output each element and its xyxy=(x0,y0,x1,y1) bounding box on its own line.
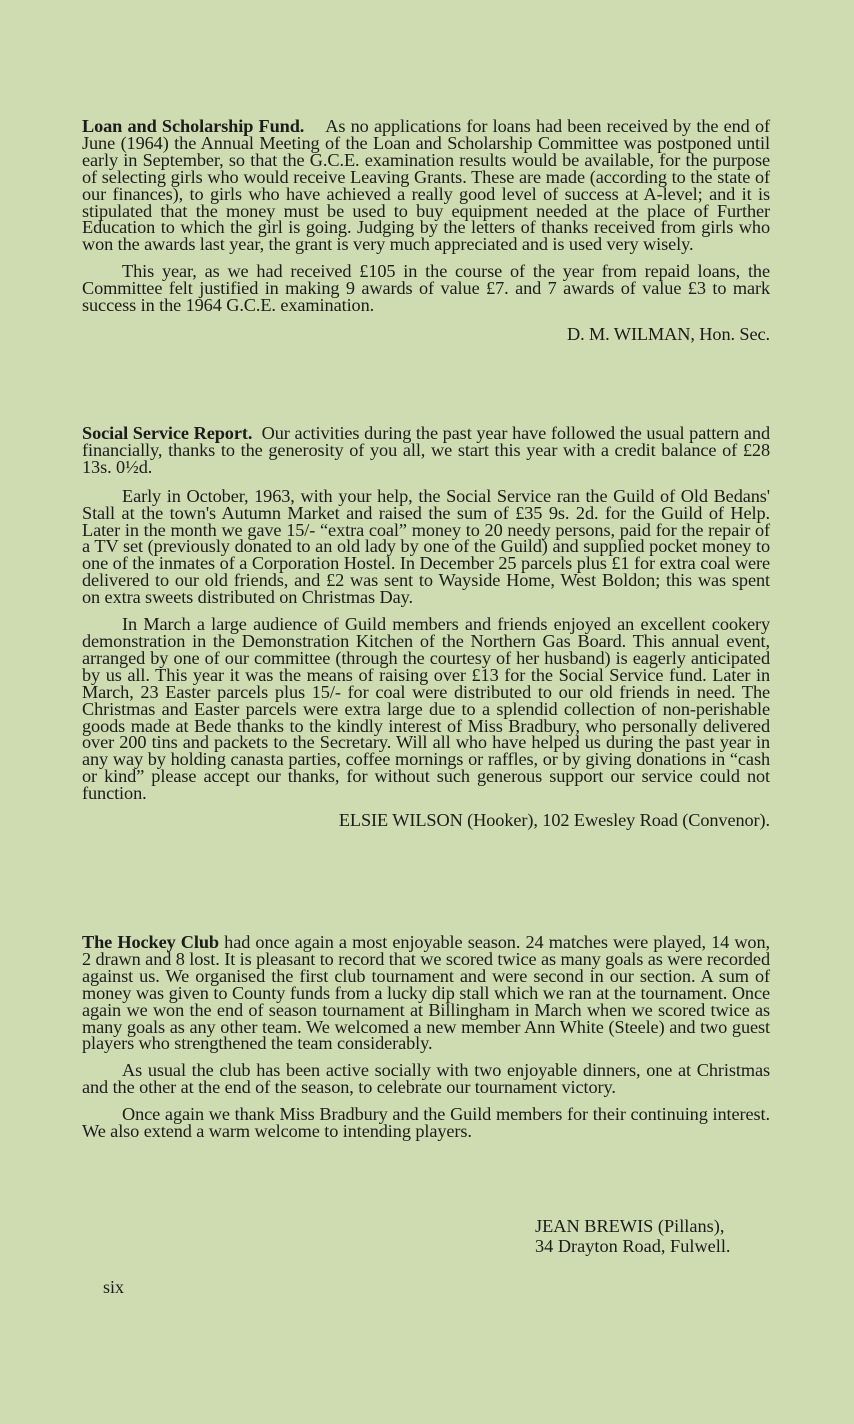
loan-scholarship-section xyxy=(82,118,770,344)
loan-signature: D. M. WILMAN, Hon. Sec. xyxy=(566,323,770,344)
loan-paragraph-2: This year, as we had received £105 in the course of the year from repaid loans, the Committee felt justified in making 9 awards of value £7. and 7 awards of value £3 to mark success in the 1964 G.C.E. examination. xyxy=(82,261,770,316)
loan-text-1: As no applications for loans had been received by the end of June (1964) the Annual Meeting of the Loan and Scholarship Committee was postponed until early in September, so that the G.C.E. examination results would be available, for the purpose of selecting girls who would receive Leaving Grants. These are made (according to the state of our finances), to girls who have achieved a really good level of success at A-level; and it is stipulated that the money must be used to buy equipment needed at the place of Further Education to which the girl is going. Judging by the letters of thanks received from girls who won the awards last year, the grant is very much appreciated and is used very wisely. xyxy=(82,116,770,255)
social-heading: Social Service Report. xyxy=(82,423,253,443)
hockey-paragraph-2: As usual the club has been active socially with two enjoyable dinners, one at Christmas and the other at the end of the season, to celebrate our tournament victory. xyxy=(82,1060,770,1098)
hockey-paragraph-3: Once again we thank Miss Bradbury and the Guild members for their continuing interest. We also extend a warm welcome to intending players. xyxy=(82,1104,770,1142)
hockey-text-1: had once again a most enjoyable season. 24 matches were played, 14 won, 2 drawn and 8 lost. It is pleasant to record that we scored twice as many goals as were recorded against us. We organised the first club tournament and were second in our section. A sum of money was given to County funds from a lucky dip stall which we ran at the tournament. Once again we won the end of season tournament at Billingham in March when we scored twice as many goals as any other team. We welcomed a new member Ann White (Steele) and two guest players who strengthened the team considerably. xyxy=(82,932,770,1054)
social-service-section xyxy=(82,425,770,830)
social-paragraph-2: Early in October, 1963, with your help, the Social Service ran the Guild of Old Bedans' Stall at the town's Autumn Market and raised the sum of £35 9s. 2d. for the Guild of Help. Later in the month we gave 15/- “extra coal” money to 20 needy persons, paid for the repair of a TV set (previously donated to an old lady by one of the Guild) and supplied pocket money to one of the inmates of a Corporation Hostel. In December 25 parcels plus £1 for extra coal were delivered to our old friends, and £2 was sent to Wayside Home, West Boldon; this was spent on extra sweets distributed on Christmas Day. xyxy=(82,485,770,608)
social-signature: ELSIE WILSON (Hooker), 102 Ewesley Road (Convenor). xyxy=(338,810,770,831)
hockey-heading: The Hockey Club xyxy=(82,932,219,952)
hockey-signature-name: JEAN BREWIS (Pillans), xyxy=(535,1216,725,1236)
social-text-1: Our activities during the past year have followed the usual pattern and financially, thanks to the generosity of you all, we start this year with a credit balance of £28 13s. 0½d. xyxy=(82,423,770,477)
hockey-signature-address: 34 Drayton Road, Fulwell. xyxy=(535,1236,731,1256)
hockey-paragraph-1 xyxy=(82,934,770,1052)
loan-paragraph-1 xyxy=(82,118,770,253)
social-paragraph-1 xyxy=(82,425,770,476)
loan-heading: Loan and Scholarship Fund. xyxy=(82,116,305,136)
social-paragraph-3: In March a large audience of Guild members and friends enjoyed an excellent cookery demonstration in the Demonstration Kitchen of the Northern Gas Board. This annual event, arranged by one of our committee (through the courtesy of her husband) is eagerly anticipated by us all. This year it was the means of raising over £13 for the Social Service fund. Later in March, 23 Easter parcels plus 15/- for coal were distributed to our old friends in need. The Christmas and Easter parcels were extra large due to a splendid collection of non-perishable goods made at Bede thanks to the kindly interest of Miss Bradbury, who personally delivered over 200 tins and packets to the Secretary. Will all who have helped us during the past year in any way by holding canasta parties, coffee mornings or raffles, or by giving donations in “cash or kind” please accept our thanks, for without such generous support our service could not function. xyxy=(82,614,770,804)
page-number: six xyxy=(103,1277,125,1297)
hockey-club-section xyxy=(82,934,770,1140)
